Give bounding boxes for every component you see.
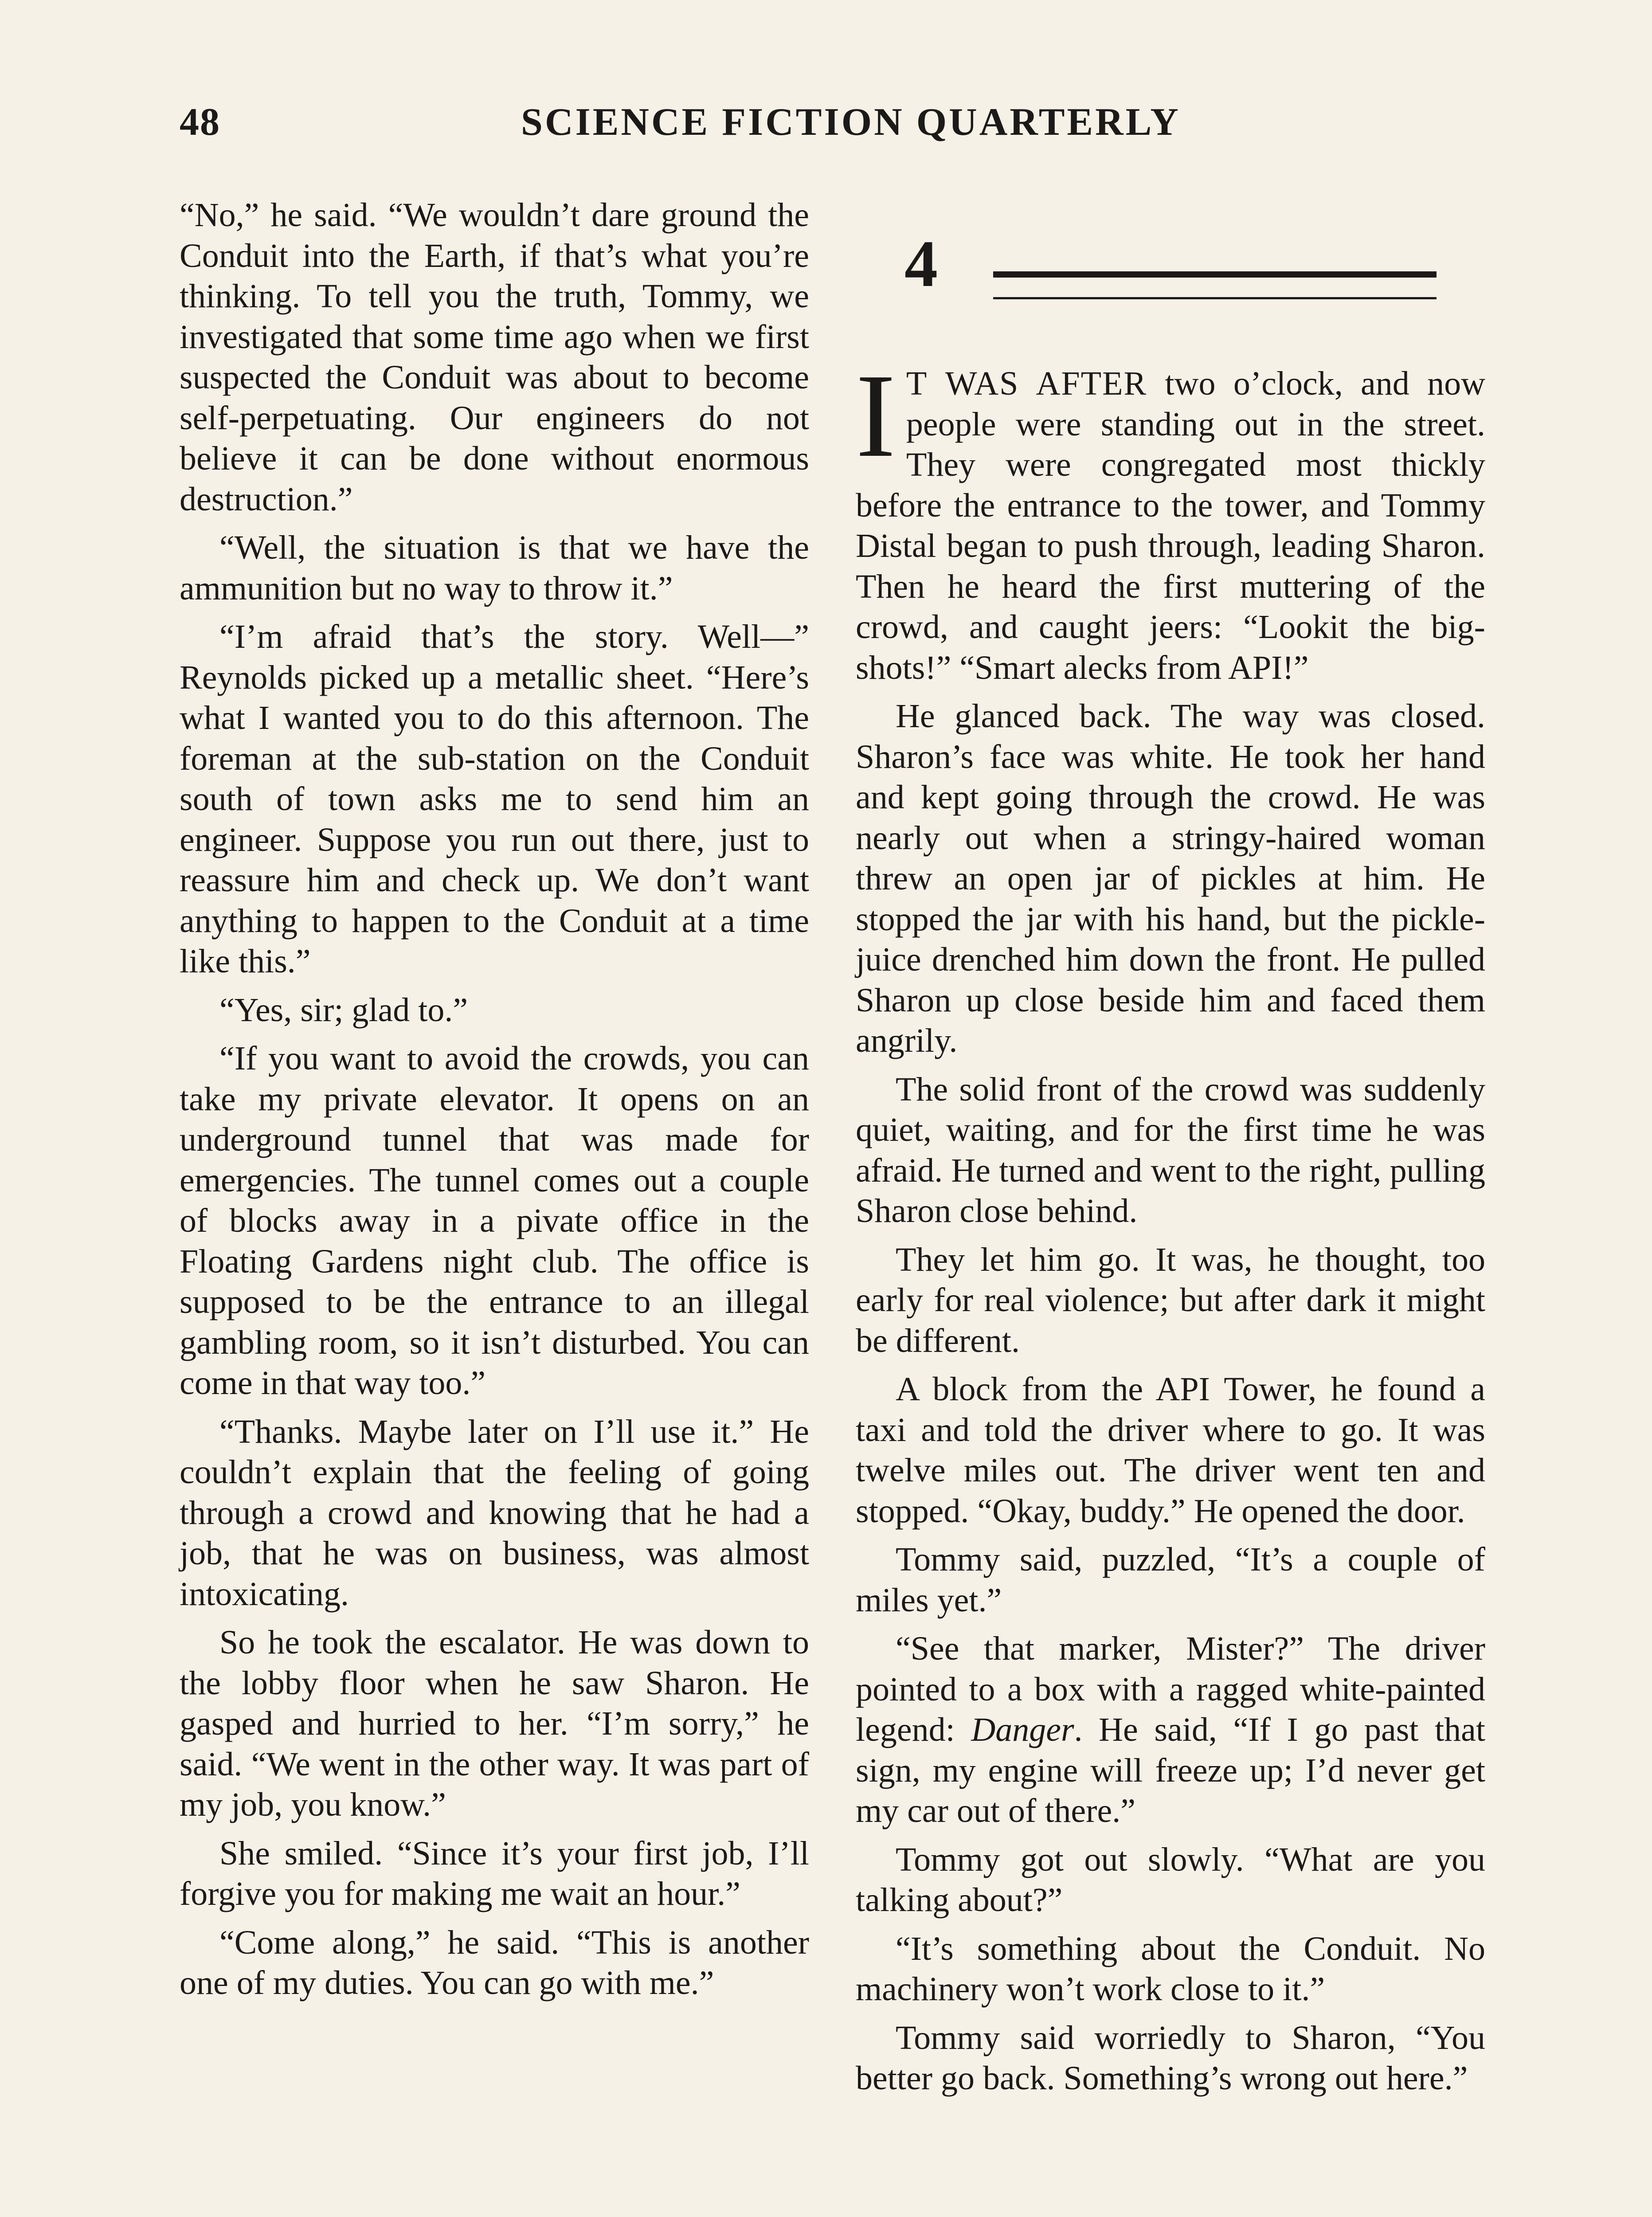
paragraph: Tommy got out slowly. “What are you talking about?” [856,1841,1485,1919]
right-column [856,349,1485,2107]
paragraph [856,1629,1485,1832]
paragraph: “If you want to avoid the crowds, you can take my private elevator. It opens on an underground tunnel that was made for emergencies. The tunnel comes out a couple of blocks away in a pivate office in the Floating Gardens night club. The office is supposed to be the entrance to an illegal gambling room, so it isn’t disturbed. You can come in that way too.” [180,1040,809,1402]
paragraph: “No,” he said. “We wouldn’t dare ground the Conduit into the Earth, if that’s what you’re thinking. To tell you the truth, Tommy, we investigated that some time ago when we first suspected the Conduit was about to become self-perpetuating. Our engineers do not believe it can be done without enormous destruction.” [180,196,809,518]
paragraph: Tommy said worriedly to Sharon, “You better go back. Something’s wrong out here.” [856,2019,1485,2097]
page-header [180,100,1181,149]
danger-legend: Danger [971,1711,1074,1748]
left-column [180,195,809,2012]
paragraph: Tommy said, puzzled, “It’s a couple of miles yet.” [856,1541,1485,1619]
opening-paragraph [856,349,1485,688]
marker-text-after: . He said, “If I go past that sign, my engine will freeze up; I’d never get my car out of there.” [856,1711,1485,1829]
paragraph: “Thanks. Maybe later on I’ll use it.” He couldn’t explain that the feeling of going through a crowd and knowing that he had a job, that he was on business, was almost intoxicating. [180,1413,809,1613]
paragraph: The solid front of the crowd was suddenly quiet, waiting, and for the first time he was afraid. He turned and went to the right, pulling Sharon close behind. [856,1070,1485,1230]
paragraph: “Come along,” he said. “This is another one of my duties. You can go with me.” [180,1923,809,2002]
paragraph: They let him go. It was, he thought, too early for real violence; but after dark it might be different. [856,1241,1485,1359]
drop-cap: I [856,349,896,482]
magazine-title: SCIENCE FICTION QUARTERLY [521,101,1181,144]
paragraph: So he took the escalator. He was down to the lobby floor when he saw Sharon. He gasped and hurried to her. “I’m sorry,” he said. “We went in the other way. It was part of my job, you know.” [180,1624,809,1823]
paragraph: He glanced back. The way was closed. Sharon’s face was white. He took her hand and kept going through the crowd. He was nearly out when a stringy-haired woman threw an open jar of pickles at him. He stopped the jar with his hand, but the pickle-juice drenched him down the front. He pulled Sharon up close beside him and faced them angrily. [856,697,1485,1059]
opening-text: two o’clock, and now people were standing out in the street. They were congregated most thickly before the entrance to the tower, and Tommy Distal began to push through, leading Sharon. Then he heard the first muttering of the crowd, and caught jeers: “Lookit the big-shots!” “Smart alecks from API!” [856,365,1485,686]
paragraph: “Well, the situation is that we have the ammunition but no way to throw it.” [180,529,809,607]
paragraph: “Yes, sir; glad to.” [219,991,468,1029]
paragraph: She smiled. “Since it’s your first job, I’ll forgive you for making me wait an hour.” [180,1834,809,1912]
page-number: 48 [180,101,220,144]
paragraph: A block from the API Tower, he found a taxi and told the driver where to go. It was twelve miles out. The driver went ten and stopped. “Okay, buddy.” He opened the door. [856,1371,1485,1530]
paragraph: “I’m afraid that’s the story. Well—” Reynolds picked up a metallic sheet. “Here’s what I wanted you to do this afternoon. The foreman at the sub-station on the Conduit south of town asks me to send him an engineer. Suppose you run out there, just to reassure him and check up. We don’t want anything to happen to the Conduit at a time like this.” [180,618,809,980]
marker-text-before: “See that marker, Mister?” The driver pointed to a box with a ragged white-painted legend: [856,1630,1485,1748]
opening-words: T WAS AFTER [906,365,1147,402]
chapter-number: 4 [904,227,938,301]
chapter-heading [904,227,1437,315]
chapter-rule-thick [993,271,1437,278]
chapter-rule-thin [993,297,1437,299]
paragraph: “It’s something about the Conduit. No machinery won’t work close to it.” [856,1930,1485,2008]
